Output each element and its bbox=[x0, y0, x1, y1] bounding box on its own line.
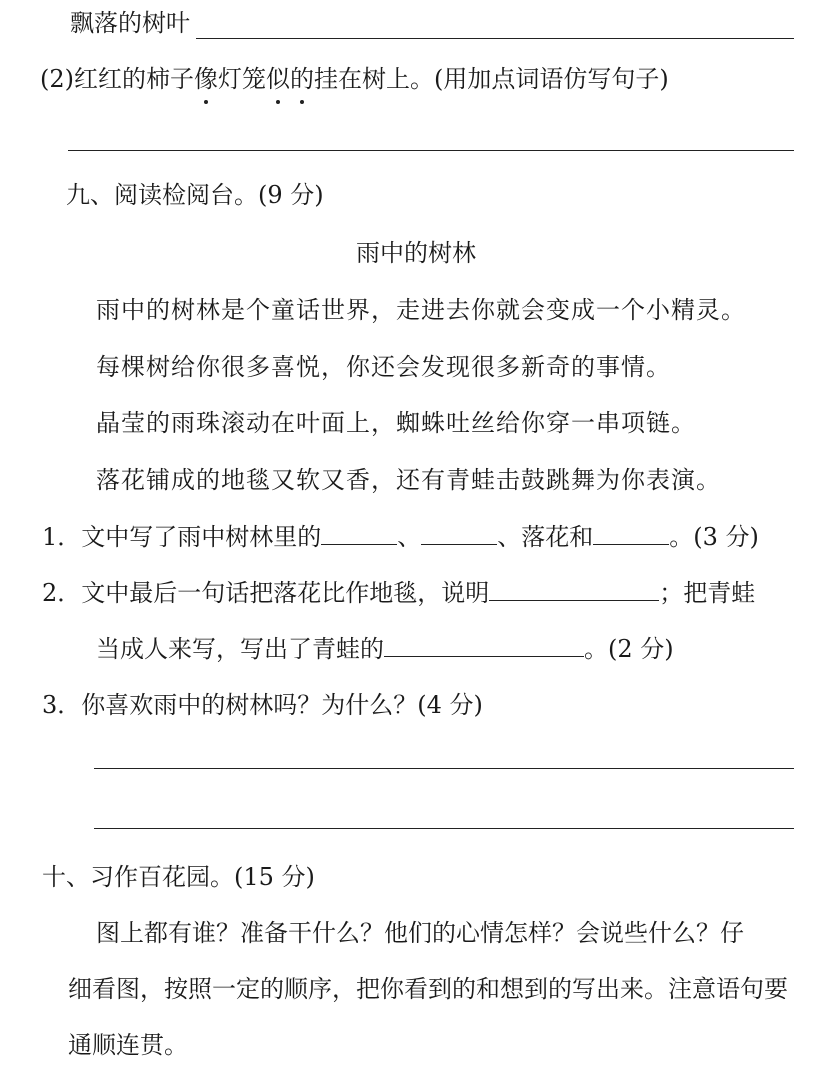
dotted-char: 似 bbox=[266, 62, 290, 96]
answer-line bbox=[196, 38, 794, 39]
answer-line[interactable] bbox=[94, 768, 794, 769]
q2-mid: 灯笼 bbox=[218, 65, 266, 93]
answer-line bbox=[68, 150, 794, 151]
phrase-fragment bbox=[70, 6, 190, 40]
prompt-line: 通顺连贯。 bbox=[68, 1031, 188, 1059]
fill-blank[interactable] bbox=[321, 522, 397, 545]
q2-text: 当成人来写，写出了青蛙的 bbox=[96, 635, 384, 663]
section-heading: 九、阅读检阅台。(9 分) bbox=[66, 181, 324, 209]
q2-suffix: 挂在树上。(用加点词语仿写句子) bbox=[314, 65, 669, 93]
passage-line: 落花铺成的地毯又软又香，还有青蛙击鼓跳舞为你表演。 bbox=[96, 466, 721, 494]
q1-text: 1．文中写了雨中树林里的 bbox=[42, 523, 322, 551]
phrase-text: 飘落的树叶 bbox=[70, 9, 190, 37]
q2-text: ；把青蛙 bbox=[659, 579, 756, 607]
q2-text: 2．文中最后一句话把落花比作地毯，说明 bbox=[42, 579, 490, 607]
fill-blank[interactable] bbox=[384, 634, 584, 657]
q2-end: 。(2 分) bbox=[584, 635, 674, 663]
fill-blank[interactable] bbox=[421, 522, 497, 545]
passage-line: 晶莹的雨珠滚动在叶面上，蜘蛛吐丝给你穿一串项链。 bbox=[96, 409, 696, 437]
question-imitate-sentence bbox=[40, 62, 669, 96]
passage-title: 雨中的树林 bbox=[356, 239, 476, 267]
question-3: 3．你喜欢雨中的树林吗？为什么？(4 分) bbox=[42, 691, 483, 719]
dotted-char: 像 bbox=[194, 62, 218, 96]
prompt-line: 细看图，按照一定的顺序，把你看到的和想到的写出来。注意语句要 bbox=[68, 975, 788, 1003]
passage-line: 雨中的树林是个童话世界，走进去你就会变成一个小精灵。 bbox=[96, 296, 746, 324]
q1-end: 。(3 分) bbox=[669, 523, 759, 551]
passage-line: 每棵树给你很多喜悦，你还会发现很多新奇的事情。 bbox=[96, 353, 671, 381]
section-heading: 十、习作百花园。(15 分) bbox=[42, 863, 315, 891]
fill-blank[interactable] bbox=[593, 522, 669, 545]
question-1 bbox=[42, 520, 759, 554]
q1-sep: 、落花和 bbox=[497, 523, 594, 551]
question-2-cont bbox=[96, 632, 674, 666]
q2-prefix: (2)红红的柿子 bbox=[40, 65, 194, 93]
dotted-char: 的 bbox=[290, 62, 314, 96]
answer-line[interactable] bbox=[94, 828, 794, 829]
fill-blank[interactable] bbox=[489, 578, 659, 601]
prompt-line: 图上都有谁？准备干什么？他们的心情怎样？会说些什么？仔 bbox=[96, 919, 744, 947]
question-2 bbox=[42, 576, 755, 610]
q1-sep: 、 bbox=[397, 523, 422, 551]
